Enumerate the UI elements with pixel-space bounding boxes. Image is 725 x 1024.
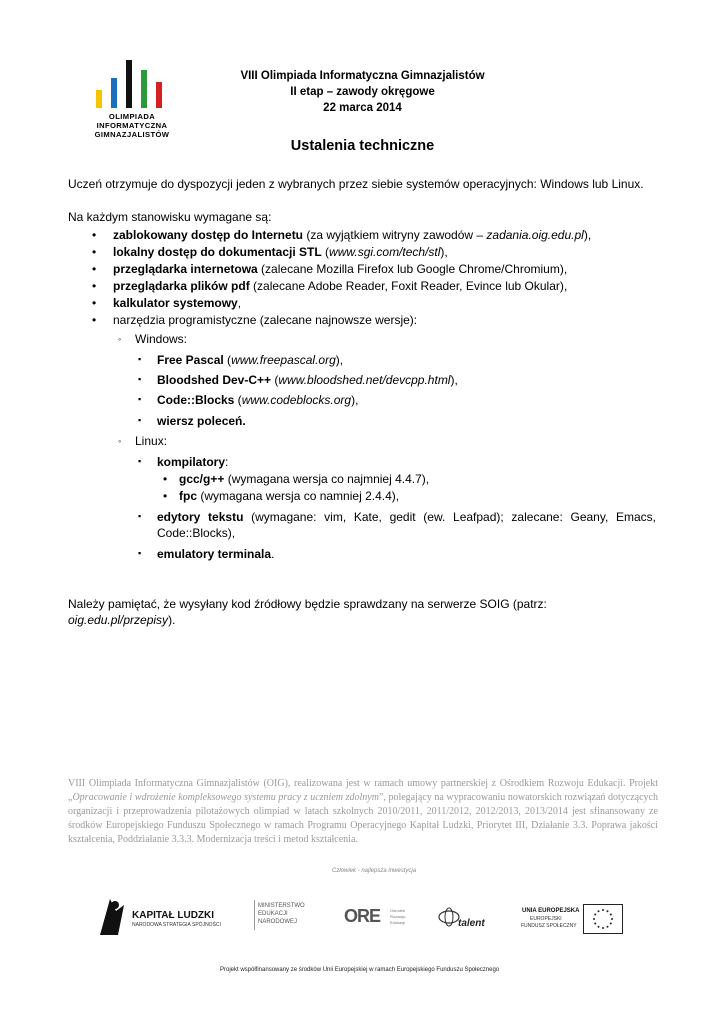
square-bullet-icon: ▪ — [138, 354, 142, 364]
square-bullet-icon: ▪ — [138, 511, 142, 521]
logo-text-line1: OLIMPIADA — [108, 112, 156, 121]
bullet-icon: • — [92, 262, 97, 276]
eu-star-icon — [610, 923, 612, 925]
circle-bullet-icon: ◦ — [118, 436, 122, 446]
windows-tool-item: Bloodshed Dev-C++ (www.bloodshed.net/devcpp.html), — [157, 373, 458, 387]
header-line2: II etap – zawody okręgowe — [290, 86, 435, 98]
eu-star-icon — [607, 910, 609, 912]
men-line3: NARODOWEJ — [258, 919, 297, 925]
men-line2: EDUKACJI — [258, 911, 288, 917]
logo-text-line2: INFORMATYCZNA — [96, 121, 168, 130]
requirement-item: przeglądarka internetowa (zalecane Mozilla Firefox lub Google Chrome/Chromium), — [113, 262, 568, 276]
editors-item-cont: Code::Blocks), — [157, 526, 236, 540]
logo-bar — [141, 70, 147, 108]
men-divider — [254, 900, 255, 930]
logo-text-line3: GIMNAZJALISTÓW — [94, 130, 170, 139]
eu-line1: UNIA EUROPEJSKA — [522, 908, 580, 914]
ore-sub2: Rozwoju — [390, 914, 406, 919]
logo-bars — [94, 58, 174, 108]
square-bullet-icon: ▪ — [138, 374, 142, 384]
bullet-icon: • — [163, 489, 168, 503]
windows-tool-item: Code::Blocks (www.codeblocks.org), — [157, 393, 359, 407]
requirement-item: przeglądarka plików pdf (zalecane Adobe Reader, Foxit Reader, Evince lub Okular), — [113, 279, 568, 293]
eu-line3: FUNDUSZ SPOŁECZNY — [521, 923, 577, 929]
eu-flag-icon — [583, 904, 623, 934]
requirement-item: narzędzia programistyczne (zalecane najnowsze wersje): — [113, 313, 418, 327]
eu-star-icon — [602, 927, 604, 929]
editors-item: edytory tekstu (wymagane: vim, Kate, gedit (ew. Leafpad); zalecane: Geany, Emacs, — [157, 510, 657, 524]
eu-line2: EUROPEJSKI — [530, 916, 562, 922]
talent-text: talent — [458, 918, 485, 929]
linux-label: Linux: — [135, 434, 168, 448]
header-line1: VIII Olimpiada Informatyczna Gimnazjalistów — [240, 70, 485, 82]
footer-text: VIII Olimpiada Informatyczna Gimnazjalistów (OIG), realizowana jest w ramach umowy partnerskiej z Ośrodkiem Rozwoju Edukacji. Projekt „Opracowanie i wdrożenie kompleksowego systemu pracy z uczniem zdolnym”, polegający na wypracowaniu nowatorskich rozwiązań dotyczących organizacji i przeprowadzenia pilotażowych olimpiad w latach szkolnych 2010/2011, 2011/2012, 2012/2013, 2013/2014 jest sfinansowany ze środków Europejskiego Funduszu Społecznego w ramach Programu Operacyjnego Kapitał Ludzki, Priorytet III, Działanie 3.3. Poprawa jakości kształcenia, Poddziałanie 3.3.3. Modernizacja treści i metod kształcenia. — [68, 778, 658, 845]
header-date: 22 marca 2014 — [323, 102, 402, 114]
square-bullet-icon: ▪ — [138, 548, 142, 558]
logo-bar — [111, 78, 117, 108]
eu-star-icon — [607, 926, 609, 928]
requirement-item: zablokowany dostęp do Internetu (za wyjątkiem witryny zawodów – zadania.oig.edu.pl), — [113, 228, 592, 242]
eu-star-icon — [593, 918, 595, 920]
kapital-ludzki-emblem-icon — [96, 895, 126, 937]
required-intro: Na każdym stanowisku wymagane są: — [68, 210, 272, 224]
bullet-icon: • — [92, 296, 97, 310]
kapital-ludzki-subtitle: NARODOWA STRATEGIA SPÓJNOŚCI — [132, 922, 221, 928]
talent-emblem-icon — [438, 906, 460, 928]
square-bullet-icon: ▪ — [138, 456, 142, 466]
ore-mark: ORE — [344, 906, 381, 926]
olympiad-logo — [80, 58, 184, 146]
logo-bar — [156, 82, 162, 108]
eu-star-icon — [594, 923, 596, 925]
bullet-icon: • — [92, 313, 97, 327]
eu-star-icon — [602, 909, 604, 911]
terminals-item: emulatory terminala. — [157, 547, 275, 561]
logo-bar — [126, 60, 132, 108]
compiler-fpc: fpc (wymagana wersja co namniej 2.4.4), — [179, 489, 400, 503]
windows-tool-item: wiersz poleceń. — [157, 414, 246, 428]
intro-text: Uczeń otrzymuje do dyspozycji jeden z wybranych przez siebie systemów operacyjnych: Windows lub Linux. — [68, 177, 644, 191]
eu-star-icon — [594, 914, 596, 916]
square-bullet-icon: ▪ — [138, 394, 142, 404]
requirement-item: kalkulator systemowy, — [113, 296, 242, 310]
men-line1: MINISTERSTWO — [258, 903, 305, 909]
bullet-icon: • — [92, 245, 97, 259]
circle-bullet-icon: ◦ — [118, 334, 122, 344]
bullet-icon: • — [92, 228, 97, 242]
bullet-icon: • — [163, 472, 168, 486]
eu-star-icon — [598, 910, 600, 912]
note-line2: oig.edu.pl/przepisy). — [68, 613, 176, 627]
cofinance-text: Projekt współfinansowany ze środków Unii Europejskiej w ramach Europejskiego Funduszu Społecznego — [220, 967, 500, 973]
ore-sub1: Ośrodek — [390, 908, 406, 913]
bullet-icon: • — [92, 279, 97, 293]
eu-star-icon — [610, 914, 612, 916]
note-line1: Należy pamiętać, że wysyłany kod źródłowy będzie sprawdzany na serwerze SOIG (patrz: — [68, 597, 547, 611]
windows-tool-item: Free Pascal (www.freepascal.org), — [157, 353, 344, 367]
compiler-gcc: gcc/g++ (wymagana wersja co najmniej 4.4.7), — [179, 472, 430, 486]
kapital-ludzki-title: KAPITAŁ LUDZKI — [132, 910, 215, 921]
square-bullet-icon: ▪ — [138, 415, 142, 425]
compilers-item: kompilatory: — [157, 455, 229, 469]
ore-sub3: Edukacji — [390, 920, 406, 925]
slogan: Człowiek - najlepsza inwestycja — [332, 868, 417, 874]
windows-label: Windows: — [135, 332, 188, 346]
page-title: Ustalenia techniczne — [290, 138, 435, 154]
eu-star-icon — [598, 926, 600, 928]
logo-bar — [96, 90, 102, 108]
eu-star-icon — [611, 918, 613, 920]
requirement-item: lokalny dostęp do dokumentacji STL (www.sgi.com/tech/stl), — [113, 245, 448, 259]
